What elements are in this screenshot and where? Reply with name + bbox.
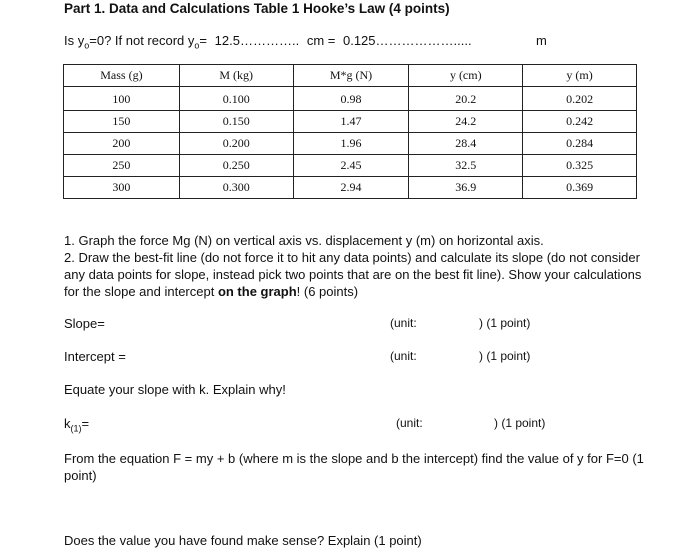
cell-y-m: 0.325: [523, 155, 637, 177]
cell-y-cm: 24.2: [409, 111, 523, 133]
intercept-points: ) (1 point): [479, 349, 531, 363]
table-row: [64, 133, 637, 155]
table-header-row: [64, 65, 637, 87]
cell-y-cm: 36.9: [409, 177, 523, 199]
y0-sub-1: o: [84, 40, 90, 51]
y0-mid-1: =0? If not record y: [89, 33, 195, 48]
y0-record-line: [64, 33, 564, 51]
unit-m-label: m: [536, 33, 547, 48]
cell-y-m: 0.242: [523, 111, 637, 133]
cell-force-n: 0.98: [293, 87, 409, 111]
graph-instructions: [64, 232, 644, 300]
header-force-n: M*g (N): [293, 65, 409, 87]
cell-mass-g: 100: [64, 87, 180, 111]
cell-y-cm: 20.2: [409, 87, 523, 111]
cell-force-n: 2.94: [293, 177, 409, 199]
cell-mass-g: 200: [64, 133, 180, 155]
k-symbol: k: [64, 416, 71, 431]
cell-mass-kg: 0.300: [179, 177, 293, 199]
cell-mass-kg: 0.150: [179, 111, 293, 133]
sense-question: Does the value you have found make sense? Explain (1 point): [64, 533, 422, 548]
cell-y-m: 0.284: [523, 133, 637, 155]
header-mass-g: Mass (g): [64, 65, 180, 87]
hookes-law-data-table: [63, 64, 637, 199]
k-unit[interactable]: (unit:: [396, 416, 423, 430]
k-label[interactable]: [64, 416, 89, 434]
instruction-item-1: 1. Graph the force Mg (N) on vertical axis vs. displacement y (m) on horizontal axis.: [64, 233, 544, 248]
table-row: [64, 111, 637, 133]
instruction-item-2-end: ! (6 points): [296, 284, 359, 299]
page-heading: Part 1. Data and Calculations Table 1 Hooke’s Law (4 points): [64, 1, 450, 16]
instruction-item-2-text: 2. Draw the best-fit line (do not force it to hit any data points) and calculate its slope (do not consider any data points for slope, instead pick two points that are on the best fit line). Show your calculations for the slope and intercept: [64, 250, 642, 299]
table-row: [64, 87, 637, 111]
y0-mid-2: =: [199, 33, 208, 48]
y0-prefix: Is y: [64, 33, 85, 48]
intercept-label[interactable]: Intercept =: [64, 349, 126, 364]
cell-mass-g: 250: [64, 155, 180, 177]
instruction-item-2: [64, 249, 644, 300]
cell-mass-kg: 0.100: [179, 87, 293, 111]
slope-points: ) (1 point): [479, 316, 531, 330]
cell-y-m: 0.202: [523, 87, 637, 111]
y0-dots-m: ……………….....: [375, 33, 472, 48]
slope-label[interactable]: Slope=: [64, 316, 105, 331]
slope-unit[interactable]: (unit:: [390, 316, 417, 330]
cell-y-cm: 32.5: [409, 155, 523, 177]
cell-mass-g: 150: [64, 111, 180, 133]
table-row: [64, 177, 637, 199]
equation-question: From the equation F = my + b (where m is the slope and b the intercept) find the value of y for F=0 (1 point): [64, 451, 644, 483]
cell-mass-kg: 0.200: [179, 133, 293, 155]
header-y-cm: y (cm): [409, 65, 523, 87]
table-row: [64, 155, 637, 177]
k-equals: =: [81, 416, 90, 431]
y0-dots-cm: …………..: [239, 33, 300, 48]
k-points: ) (1 point): [494, 416, 546, 430]
k-subscript: (1): [70, 423, 82, 434]
cell-mass-g: 300: [64, 177, 180, 199]
equate-prompt: Equate your slope with k. Explain why!: [64, 382, 286, 397]
intercept-unit[interactable]: (unit:: [390, 349, 417, 363]
instruction-item-2-bold: on the graph: [217, 284, 297, 299]
cell-force-n: 2.45: [293, 155, 409, 177]
cm-equals: cm =: [306, 33, 336, 48]
header-mass-kg: M (kg): [179, 65, 293, 87]
cell-force-n: 1.96: [293, 133, 409, 155]
cell-y-cm: 28.4: [409, 133, 523, 155]
cell-y-m: 0.369: [523, 177, 637, 199]
cell-mass-kg: 0.250: [179, 155, 293, 177]
y0-value-cm[interactable]: 12.5: [214, 33, 240, 48]
cell-force-n: 1.47: [293, 111, 409, 133]
y0-value-m[interactable]: 0.125: [342, 33, 376, 48]
y0-sub-2: o: [194, 40, 200, 51]
header-y-m: y (m): [523, 65, 637, 87]
